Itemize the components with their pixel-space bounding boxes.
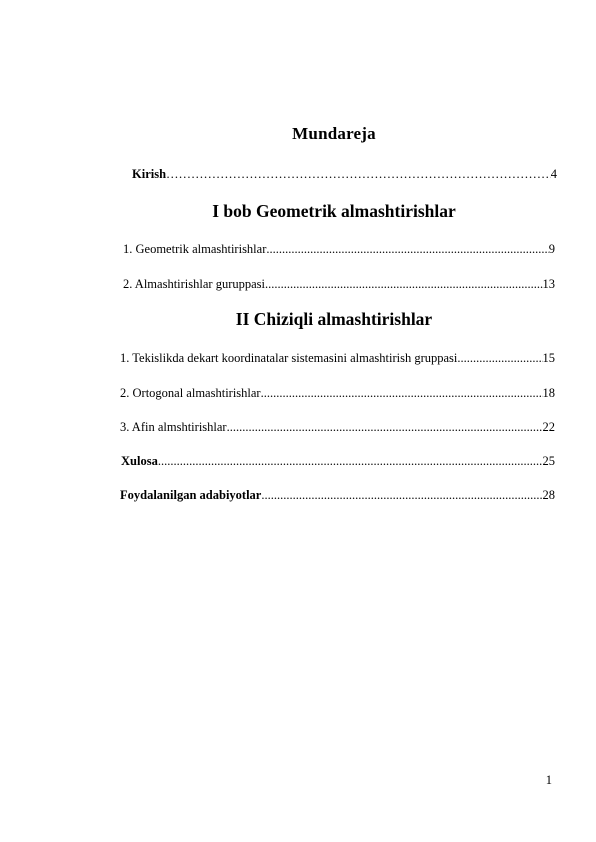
toc-entry-label: Kirish: [132, 167, 167, 181]
toc-entry-ortogonal: [120, 386, 555, 404]
toc-entry-page: 9: [548, 242, 555, 256]
toc-entry-label: 1. Geometrik almashtirishlar: [123, 242, 267, 256]
toc-leader-dots: [265, 277, 543, 292]
toc-entry-page: 4: [550, 167, 557, 181]
chapter-heading-2: II Chiziqli almashtirishlar: [235, 309, 433, 329]
toc-entry-label: Xulosa: [121, 454, 158, 468]
toc-leader-dots: [166, 167, 551, 182]
toc-entry-page: 22: [542, 420, 555, 434]
toc-entry-label: 3. Afin almshtirishlar: [120, 420, 227, 434]
toc-leader-dots: [261, 488, 542, 503]
toc-entry-geometrik: [123, 242, 555, 260]
document-title: Mundareja: [292, 124, 376, 143]
toc-leader-dots: [158, 454, 543, 469]
toc-entry-label: 2. Almashtirishlar guruppasi: [123, 277, 265, 291]
toc-entry-label: 1. Tekislikda dekart koordinatalar sistemasini almashtirish gruppasi: [120, 351, 458, 365]
toc-entry-guruppasi: [123, 277, 555, 295]
toc-entry-page: 25: [542, 454, 555, 468]
toc-entry-page: 15: [542, 351, 555, 365]
toc-entry-page: 28: [542, 488, 555, 502]
toc-leader-dots: [227, 420, 543, 435]
toc-entry-afin: [120, 420, 555, 438]
toc-entry-page: 18: [542, 386, 555, 400]
page-number: 1: [545, 773, 552, 787]
toc-entry-label: 2. Ortogonal almashtirishlar: [120, 386, 261, 400]
chapter-heading-1: I bob Geometrik almashtirishlar: [212, 201, 456, 221]
toc-entry-label: Foydalanilgan adabiyotlar: [120, 488, 262, 502]
toc-leader-dots: [261, 386, 543, 401]
toc-entry-kirish: [132, 167, 557, 185]
toc-leader-dots: [457, 351, 542, 366]
toc-leader-dots: [266, 242, 548, 257]
toc-entry-page: 13: [542, 277, 555, 291]
toc-entry-xulosa: [121, 454, 555, 472]
toc-entry-adabiyotlar: [120, 488, 555, 506]
toc-entry-tekislikda: [120, 351, 555, 369]
